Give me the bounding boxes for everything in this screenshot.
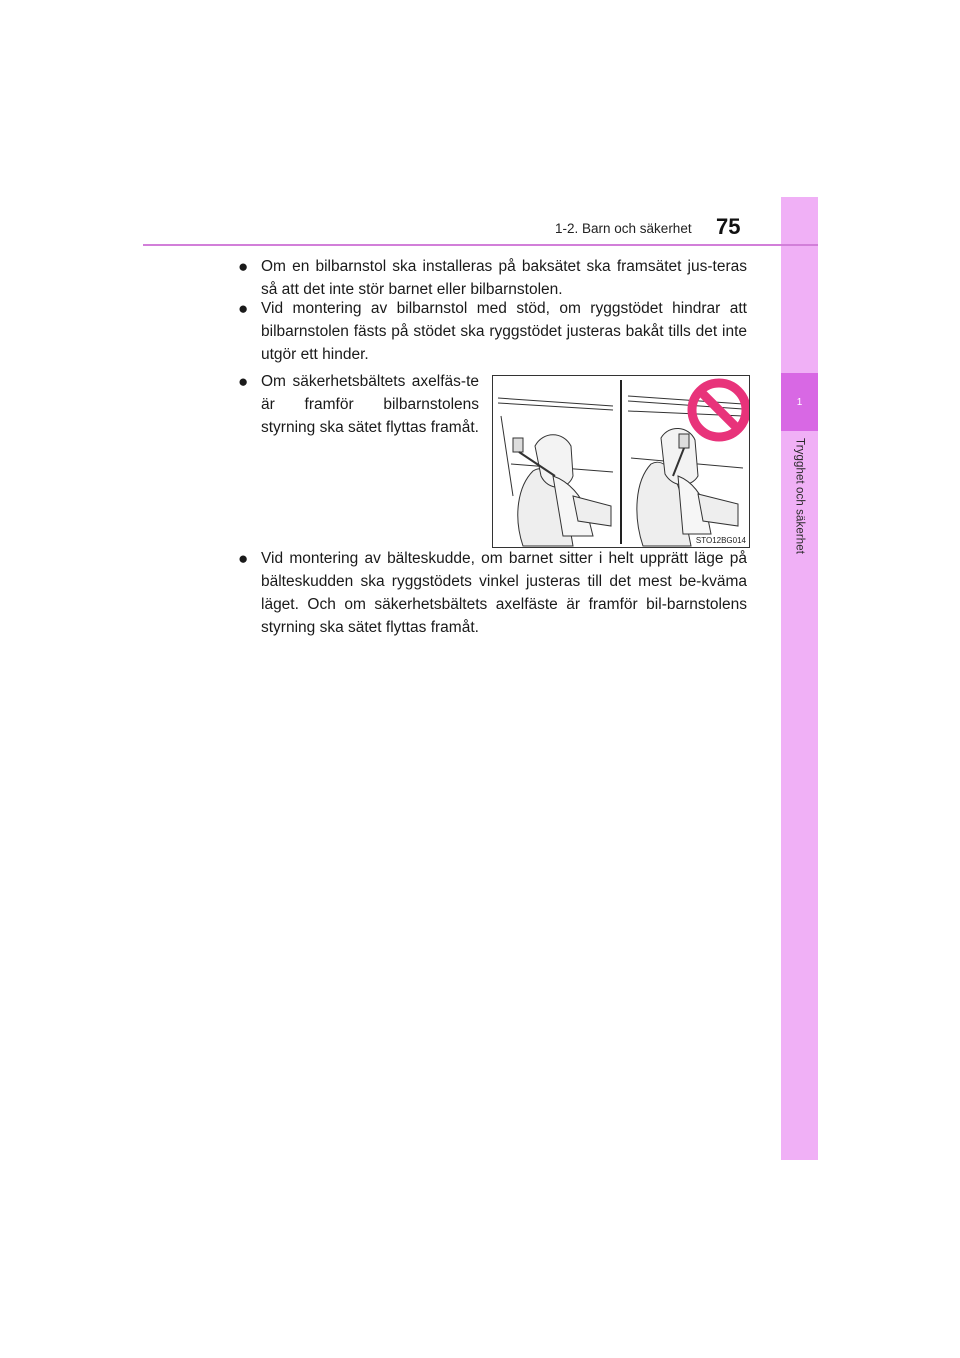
figure-label: STO12BG014 xyxy=(695,536,746,545)
seat-illustration xyxy=(493,376,749,547)
header-rule xyxy=(143,244,818,246)
bullet-text: Vid montering av bilbarnstol med stöd, om ryggstödet hindrar att bilbarnstolen fästs på stödet ska ryggstödet justeras bakåt tills det inte utgör ett hinder. xyxy=(261,300,747,363)
bullet-icon: ● xyxy=(238,257,249,276)
chapter-title: Trygghet och säkerhet xyxy=(793,438,806,555)
bullet-text: Om en bilbarnstol ska installeras på baksätet ska framsätet jus-teras så att det inte stör barnet eller bilbarnstolen. xyxy=(261,258,747,298)
bullet-item xyxy=(238,547,747,639)
bullet-item xyxy=(238,255,747,301)
illustration-figure xyxy=(492,375,750,548)
bullet-item xyxy=(238,370,479,439)
bullet-icon: ● xyxy=(238,372,249,391)
section-title: 1-2. Barn och säkerhet xyxy=(555,221,692,236)
bullet-item xyxy=(238,297,747,366)
sidebar-strip xyxy=(781,197,818,1160)
bullet-text: Vid montering av bälteskudde, om barnet sitter i helt upprätt läge på bälteskudden ska ryggstödets vinkel justeras till det mest be-kväma läget. Och om säkerhetsbältets axelfäste är framför bil-barnstolens styrning ska sätet flyttas framåt. xyxy=(261,550,747,636)
chapter-tab[interactable] xyxy=(781,373,818,431)
bullet-text: Om säkerhetsbältets axelfäs-te är framför bilbarnstolens styrning ska sätet flyttas framåt. xyxy=(261,373,479,436)
bullet-icon: ● xyxy=(238,549,249,568)
page-number: 75 xyxy=(716,214,741,239)
prohibition-icon xyxy=(692,383,746,437)
chapter-number: 1 xyxy=(796,396,803,408)
bullet-icon: ● xyxy=(238,299,249,318)
